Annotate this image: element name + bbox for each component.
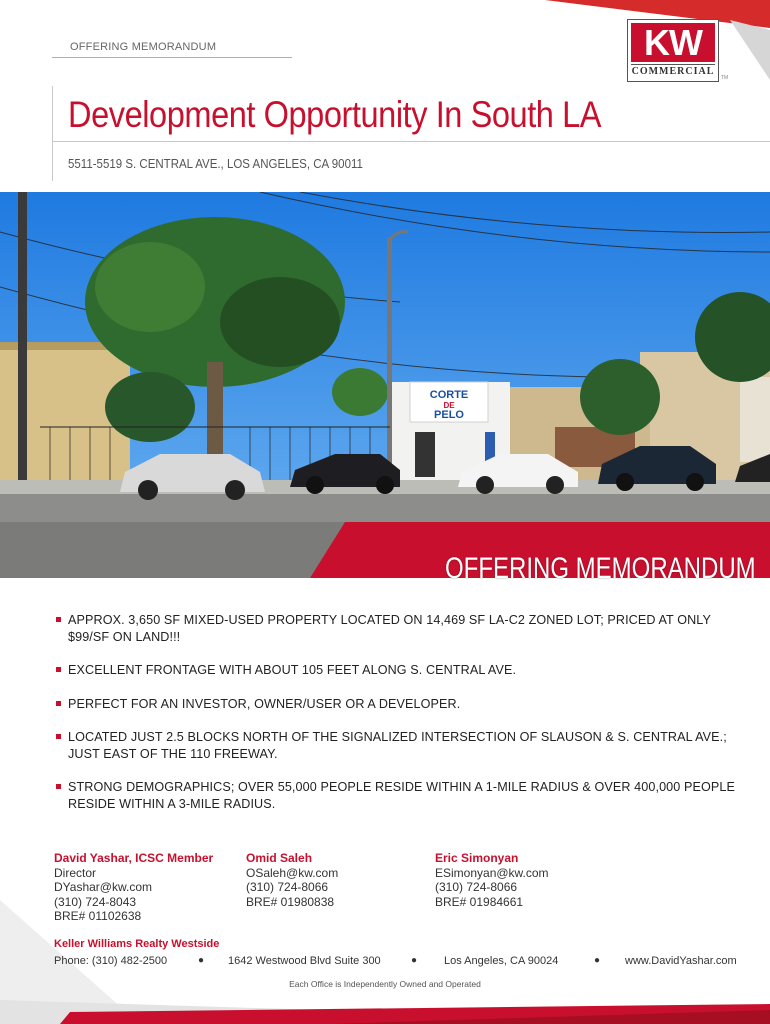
office-phone: Phone: (310) 482-2500 xyxy=(54,955,168,967)
disclaimer: Each Office is Independently Owned and Operated xyxy=(289,979,481,989)
contact-email[interactable]: OSaleh@kw.com xyxy=(246,865,339,880)
storefront-sign-de: DE xyxy=(443,401,455,410)
bullet-square-icon xyxy=(56,617,61,622)
contact-license: BRE# 01102638 xyxy=(54,909,142,923)
contact-email[interactable]: DYashar@kw.com xyxy=(54,880,152,894)
storefront-sign-corte: CORTE xyxy=(429,389,469,401)
storefront-sign-pelo: PELO xyxy=(434,409,464,421)
header-label: OFFERING MEMORANDUM xyxy=(70,41,217,53)
bullet-square-icon xyxy=(56,734,61,739)
highlight-text: STRONG DEMOGRAPHICS; OVER 55,000 PEOPLE RESIDE WITHIN A 1-MILE RADIUS & OVER 400,000 PEOPLE RESIDE WITHIN A 3-MILE RADIUS. xyxy=(68,780,735,811)
highlight-item xyxy=(56,729,746,762)
contact-phone: (310) 724-8066 xyxy=(246,880,329,894)
contact-license: BRE# 01984661 xyxy=(435,894,524,909)
bullet-square-icon xyxy=(56,667,61,672)
contact-david-yashar xyxy=(54,851,213,924)
separator-dot-icon: ● xyxy=(198,955,205,966)
title-vertical-rule xyxy=(52,86,53,181)
contact-eric-simonyan xyxy=(435,851,549,909)
contact-name: David Yashar, ICSC Member xyxy=(54,851,214,865)
bullet-square-icon xyxy=(56,701,61,706)
highlight-text: APPROX. 3,650 SF MIXED-USED PROPERTY LOCATED ON 14,469 SF LA-C2 ZONED LOT; PRICED AT ONLY $99/SF ON LAND!!! xyxy=(68,613,711,644)
separator-dot-icon: ● xyxy=(594,955,601,966)
contact-license: BRE# 01980838 xyxy=(246,894,335,909)
contact-phone: (310) 724-8066 xyxy=(435,880,518,894)
kw-commercial-logo xyxy=(627,19,719,82)
office-city: Los Angeles, CA 90024 xyxy=(444,955,559,967)
highlight-text: PERFECT FOR AN INVESTOR, OWNER/USER OR A DEVELOPER. xyxy=(68,696,461,711)
website-link[interactable]: www.DavidYashar.com xyxy=(625,955,737,967)
highlight-text: EXCELLENT FRONTAGE WITH ABOUT 105 FEET ALONG S. CENTRAL AVE. xyxy=(68,663,517,677)
office-street: 1642 Westwood Blvd Suite 300 xyxy=(228,955,381,967)
highlight-item xyxy=(56,696,746,713)
office-name: Keller Williams Realty Westside xyxy=(54,938,220,950)
page-title: Development Opportunity In South LA xyxy=(68,94,602,135)
bullet-square-icon xyxy=(56,784,61,789)
contact-omid-saleh xyxy=(246,851,338,909)
offering-memorandum-banner: OFFERING MEMORANDUM xyxy=(445,552,756,585)
separator-dot-icon: ● xyxy=(411,955,418,966)
contact-title: Director xyxy=(54,865,97,880)
contact-name: Omid Saleh xyxy=(246,851,313,865)
property-photo xyxy=(0,192,770,578)
contact-name: Eric Simonyan xyxy=(435,851,519,865)
property-highlights xyxy=(56,612,746,829)
title-rule xyxy=(52,141,770,142)
highlight-text: LOCATED JUST 2.5 BLOCKS NORTH OF THE SIGNALIZED INTERSECTION OF SLAUSON & S. CENTRAL AVE.; JUST EAST OF THE 110 FREEWAY. xyxy=(68,730,727,761)
logo-kw-text: KW xyxy=(631,23,715,62)
highlight-item xyxy=(56,779,746,812)
highlight-item xyxy=(56,662,746,679)
property-address: 5511-5519 S. CENTRAL AVE., LOS ANGELES, CA 90011 xyxy=(68,157,363,171)
logo-commercial-text: COMMERCIAL xyxy=(631,66,715,77)
contact-email[interactable]: ESimonyan@kw.com xyxy=(435,865,549,880)
header-rule xyxy=(52,57,292,58)
logo-trademark: TM xyxy=(721,75,729,81)
highlight-item xyxy=(56,612,746,645)
contact-phone: (310) 724-8043 xyxy=(54,894,137,909)
